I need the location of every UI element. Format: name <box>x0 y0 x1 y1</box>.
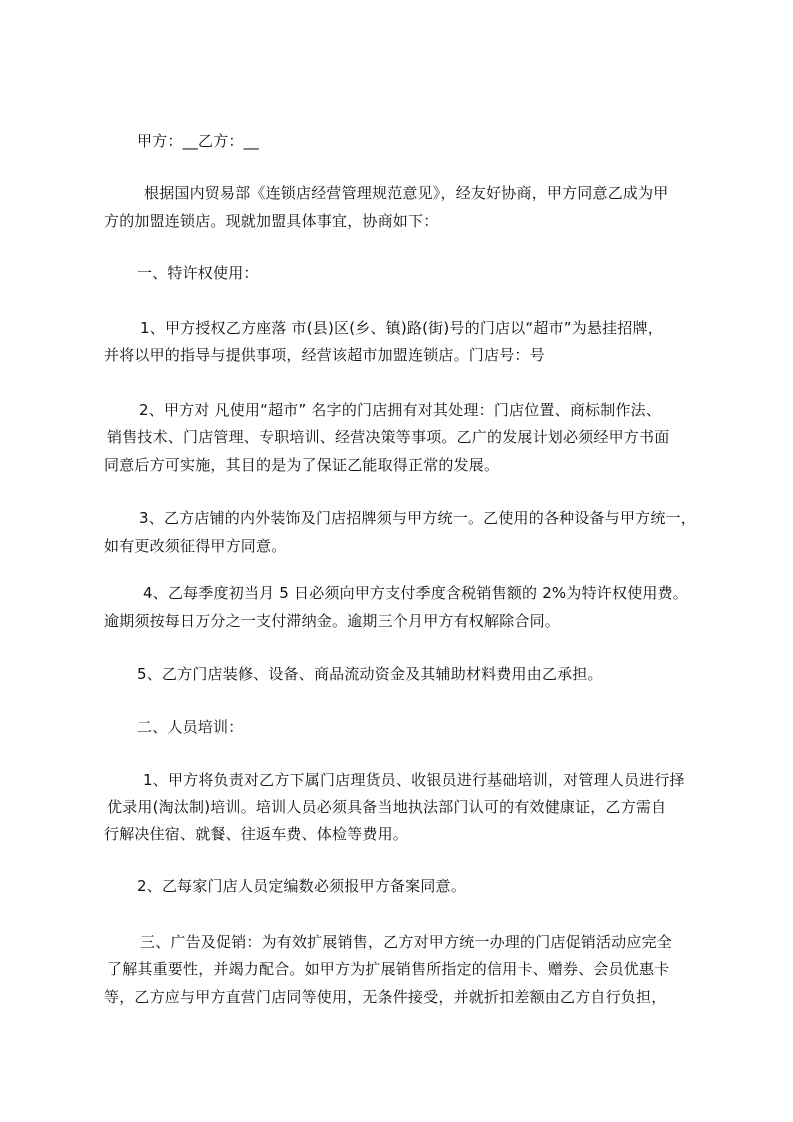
parties-line: 甲方：__乙方：__ <box>137 132 260 150</box>
section1-item4-line-2: 逾期须按每日万分之一支付滞纳金。逾期三个月甲方有权解除合同。 <box>104 612 561 630</box>
intro-line-2: 方的加盟连锁店。现就加盟具体事宜，协商如下： <box>104 212 439 230</box>
section1-item3-line-1: 3、乙方店铺的内外装饰及门店招牌须与甲方统一。乙使用的各种设备与甲方统一， <box>139 509 696 527</box>
section1-item1-line-1: 1、甲方授权乙方座落 市(县)区(乡、镇)路(街)号的门店以“超市”为悬挂招牌， <box>140 319 663 337</box>
section2-item1-line-1: 1、甲方将负责对乙方下属门店理货员、收银员进行基础培训，对管理人员进行择 <box>143 771 685 789</box>
section1-item2-line-2: 销售技术、门店管理、专职培训、经营决策等事项。乙广的发展计划必须经甲方书面 <box>107 428 670 446</box>
section3-line-1: 三、广告及促销：为有效扩展销售，乙方对甲方统一办理的门店促销活动应完全 <box>140 933 673 951</box>
section1-item1-line-2: 并将以甲的指导与提供事项，经营该超市加盟连锁店。门店号：号 <box>104 346 545 364</box>
section2-heading: 二、人员培训： <box>137 718 244 736</box>
section2-item1-line-2: 优录用(淘汰制)培训。培训人员必须具备当地执法部门认可的有效健康证，乙方需自 <box>107 798 667 816</box>
intro-line-1: 根据国内贸易部《连锁店经营管理规范意见》，经友好协商，甲方同意乙成为甲 <box>144 184 669 202</box>
section3-line-3: 等，乙方应与甲方直营门店同等使用，无条件接受，并就折扣差额由乙方自行负担， <box>104 988 667 1006</box>
section2-item1-line-3: 行解决住宿、就餐、往返车费、体检等费用。 <box>104 825 409 843</box>
section1-item2-line-3: 同意后方可实施，其目的是为了保证乙能取得正常的发展。 <box>104 456 500 474</box>
section1-heading: 一、特许权使用： <box>137 264 259 282</box>
section2-item2-line-1: 2、乙每家门店人员定编数必须报甲方备案同意。 <box>137 877 466 895</box>
section1-item4-line-1: 4、乙每季度初当月 5 日必须向甲方支付季度含税销售额的 2%为特许权使用费。 <box>143 584 688 602</box>
section3-line-2: 了解其重要性，并竭力配合。如甲方为扩展销售所指定的信用卡、赠券、会员优惠卡 <box>107 960 670 978</box>
section1-item3-line-2: 如有更改须征得甲方同意。 <box>104 537 287 555</box>
section1-item5-line-1: 5、乙方门店装修、设备、商品流动资金及其辅助材料费用由乙承担。 <box>137 665 603 683</box>
section1-item2-line-1: 2、甲方对 凡使用“超市” 名字的门店拥有对其处理：门店位置、商标制作法、 <box>139 401 662 419</box>
